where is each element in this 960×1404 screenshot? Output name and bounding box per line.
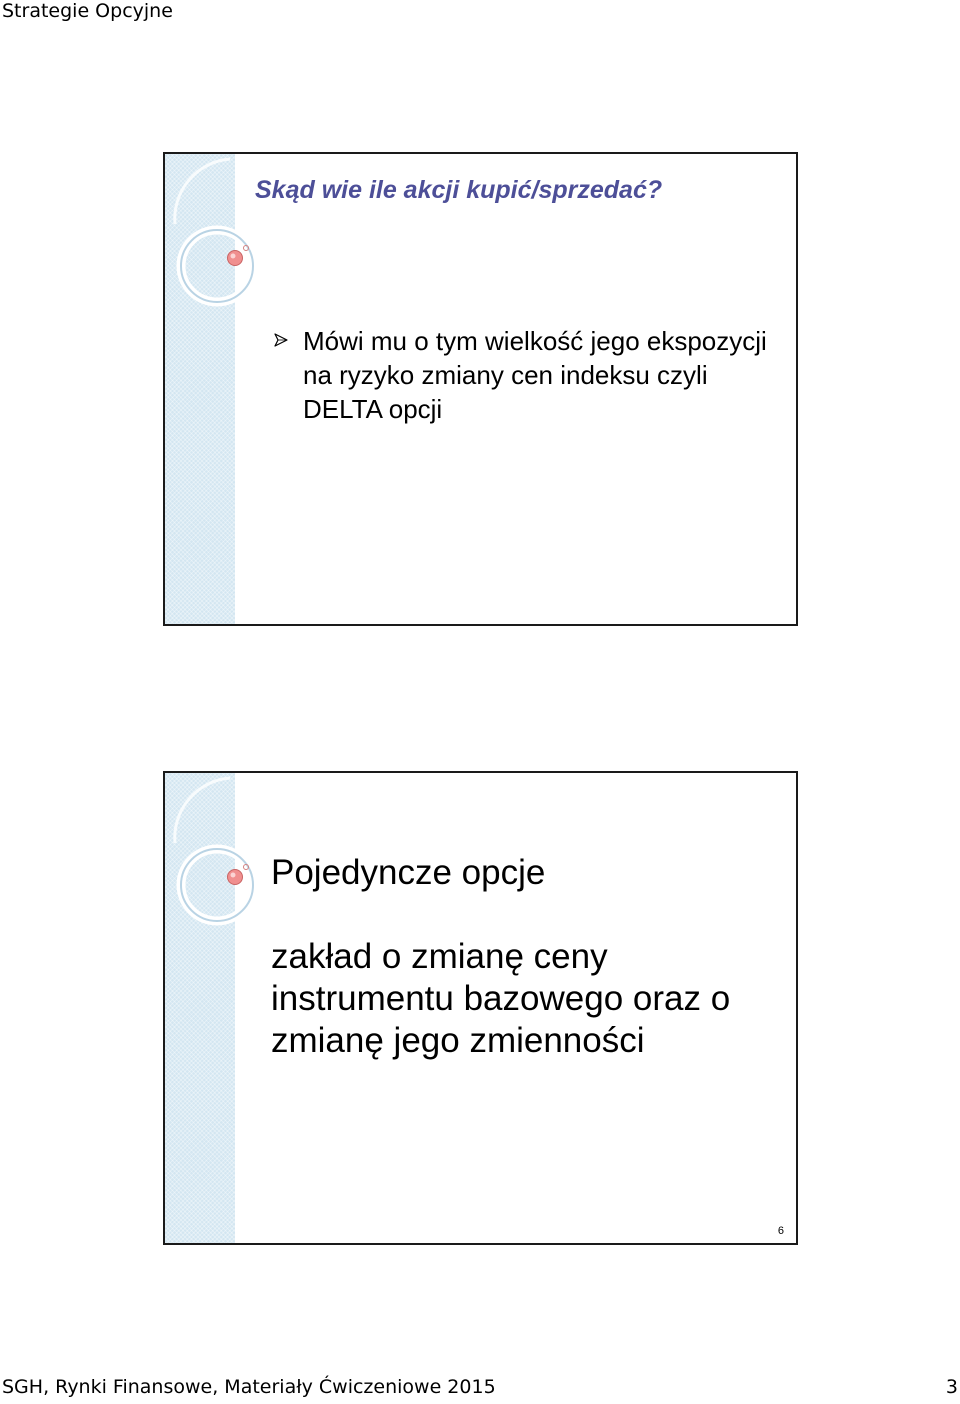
circle-decoration-icon — [165, 154, 265, 314]
slide-body-text: zakład o zmianę ceny instrumentu bazowego oraz o zmianę jego zmienności — [271, 937, 731, 1060]
page-number: 3 — [945, 1376, 958, 1398]
page-header-title: Strategie Opcyjne — [2, 0, 173, 22]
circle-decoration-icon — [165, 773, 265, 933]
page-footer — [0, 1376, 960, 1404]
slide-title: Pojedyncze opcje — [271, 853, 546, 892]
slide-1 — [163, 152, 798, 626]
arrow-bullet-icon — [273, 332, 289, 348]
bullet-text: Mówi mu o tym wielkość jego ekspozycji na ryzyko zmiany cen indeksu czyli DELTA opcji — [303, 326, 767, 424]
slide-number: 6 — [777, 1225, 784, 1237]
slide-2 — [163, 771, 798, 1245]
footer-text: SGH, Rynki Finansowe, Materiały Ćwiczeniowe 2015 — [2, 1376, 496, 1398]
slide-title: Skąd wie ile akcji kupić/sprzedać? — [255, 176, 663, 204]
